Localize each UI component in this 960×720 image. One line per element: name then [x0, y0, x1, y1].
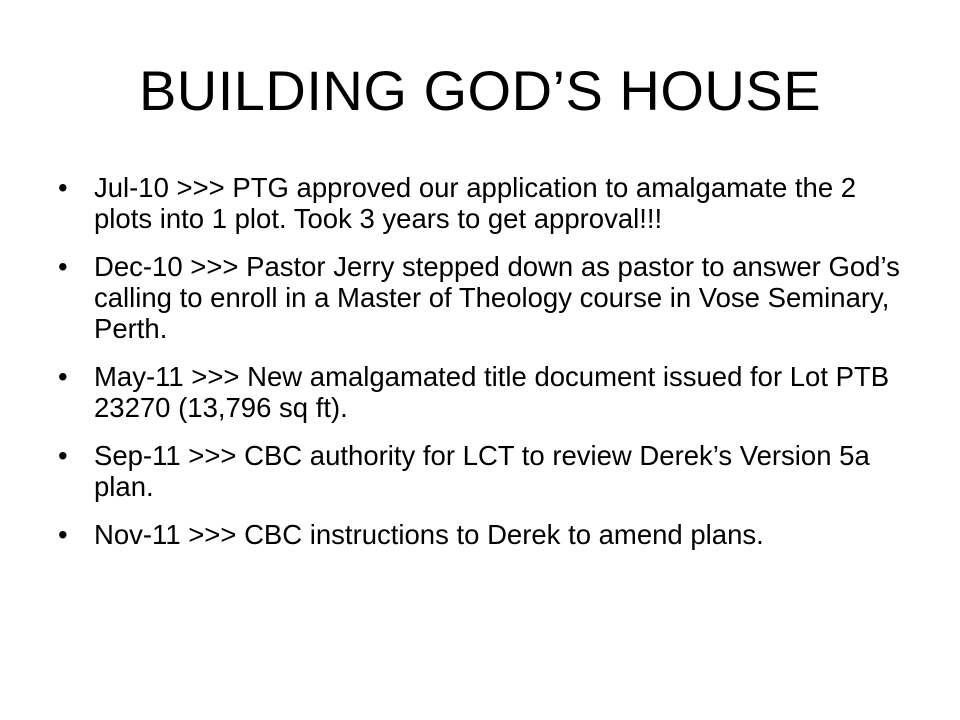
- bullet-text: Sep-11 >>> CBC authority for LCT to review Derek’s Version 5a plan.: [94, 440, 870, 502]
- list-item: [58, 519, 908, 550]
- bullet-icon: •: [58, 251, 68, 282]
- list-item: [58, 440, 908, 502]
- bullet-text: Nov-11 >>> CBC instructions to Derek to amend plans.: [94, 519, 764, 550]
- bullet-icon: •: [58, 361, 68, 392]
- list-item: [58, 361, 908, 423]
- bullet-text: Dec-10 >>> Pastor Jerry stepped down as pastor to answer God’s calling to enroll in a Master of Theology course in Vose Seminary, Perth.: [94, 251, 900, 344]
- bullet-list: [58, 172, 908, 567]
- bullet-icon: •: [58, 519, 68, 550]
- list-item: [58, 172, 908, 234]
- bullet-icon: •: [58, 440, 68, 471]
- bullet-text: May-11 >>> New amalgamated title document issued for Lot PTB 23270 (13,796 sq ft).: [94, 361, 890, 423]
- bullet-icon: •: [58, 172, 68, 203]
- slide-title: BUILDING GOD’S HOUSE: [138, 59, 822, 122]
- bullet-text: Jul-10 >>> PTG approved our application to amalgamate the 2 plots into 1 plot. Took 3 years to get approval!!!: [94, 172, 857, 234]
- list-item: [58, 251, 908, 344]
